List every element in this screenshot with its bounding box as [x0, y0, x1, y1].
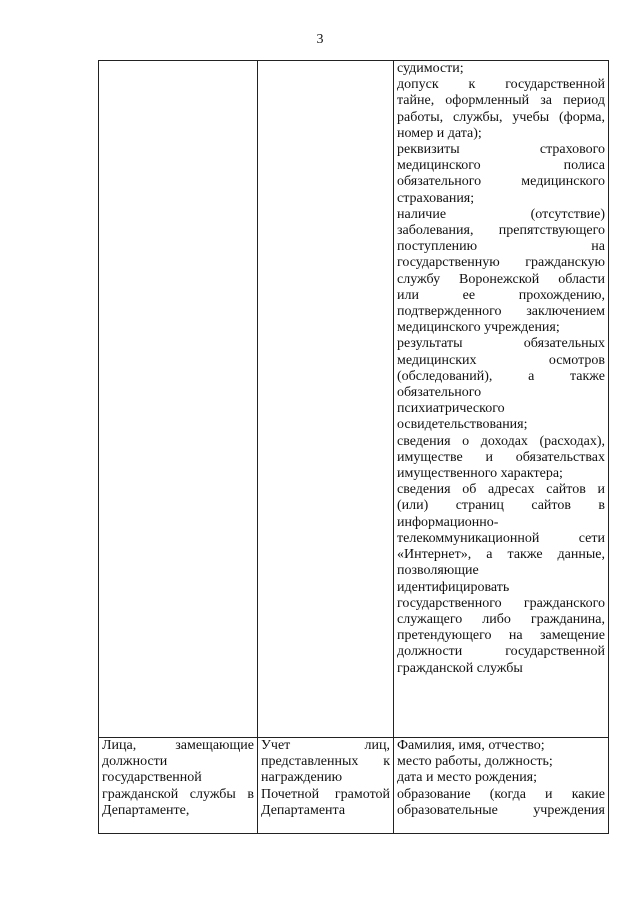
text-line: наличие (отсутствие) [397, 206, 605, 222]
text-line: сведения об адресах сайтов и [397, 482, 605, 498]
text-line: образовательные учреждения [397, 802, 605, 818]
text-line: (обследований), а также [397, 368, 605, 384]
text-line: информационно- [397, 514, 499, 530]
text-line: представленных к [261, 754, 390, 770]
text-line: Почетной грамотой [261, 786, 390, 802]
text-line: государственной [102, 770, 202, 786]
text-line: образование (когда и какие [397, 786, 605, 802]
text-line: сведения о доходах (расходах), [397, 433, 605, 449]
cell-category [99, 61, 258, 738]
text-line: результаты обязательных [397, 336, 605, 352]
cell-data-list [394, 61, 609, 738]
page-number: 3 [316, 32, 324, 47]
text-line: позволяющие [397, 563, 479, 579]
text-line: или ее прохождению, [397, 287, 605, 303]
text-line: служащего либо гражданина, [397, 611, 605, 627]
text-line: Фамилия, имя, отчество; [397, 738, 545, 753]
text-line: освидетельствования; [397, 417, 528, 433]
text-line: имущественного характера; [397, 466, 563, 482]
personal-data-table [98, 60, 609, 834]
text-line: работы, службы, учебы (форма, [397, 109, 605, 125]
text-line: «Интернет», а также данные, [397, 547, 605, 563]
text-line: медицинских осмотров [397, 352, 605, 368]
text-line: поступлению на [397, 239, 605, 255]
text-line: службу Воронежской области [397, 271, 605, 287]
text-line: (или) страниц сайтов в [397, 498, 605, 514]
text-line: претендующего на замещение [397, 628, 605, 644]
cell-category [99, 738, 258, 834]
table-row [99, 738, 609, 834]
text-line: гражданской службы [397, 660, 523, 676]
text-line: государственную гражданскую [397, 255, 605, 271]
text-line: номер и дата); [397, 125, 482, 141]
text-line: страхования; [397, 190, 475, 206]
text-line: дата и место рождения; [397, 770, 538, 786]
text-line: обязательного медицинского [397, 174, 605, 190]
text-line: государственного гражданского [397, 595, 605, 611]
text-line: судимости; [397, 61, 464, 76]
text-line: медицинского полиса [397, 158, 605, 174]
text-line: заболевания, препятствующего [397, 223, 605, 239]
cell-purpose [258, 738, 394, 834]
text-line: награждению [261, 770, 343, 786]
text-line: тайне, оформленный за период [397, 93, 605, 109]
text-line: Департамента [261, 802, 346, 818]
text-line: Департаменте, [102, 802, 190, 818]
text-line: идентифицировать [397, 579, 510, 595]
table-row [99, 61, 609, 738]
text-line: имуществе и обязательствах [397, 449, 605, 465]
text-line: психиатрического [397, 401, 505, 417]
cell-purpose [258, 61, 394, 738]
text-line: место работы, должность; [397, 754, 553, 770]
text-line: обязательного [397, 385, 482, 401]
text-line: гражданской службы в [102, 786, 254, 802]
text-line: должности государственной [397, 644, 605, 660]
text-line: допуск к государственной [397, 77, 605, 93]
text-line: подтвержденного заключением [397, 304, 605, 320]
text-line: Лица, замещающие [102, 738, 254, 753]
text-line: Учет лиц, [261, 738, 390, 753]
text-line: реквизиты страхового [397, 142, 605, 158]
text-line: медицинского учреждения; [397, 320, 560, 336]
text-line: телекоммуникационной сети [397, 530, 605, 546]
cell-data-list [394, 738, 609, 834]
text-line: должности [102, 754, 168, 770]
